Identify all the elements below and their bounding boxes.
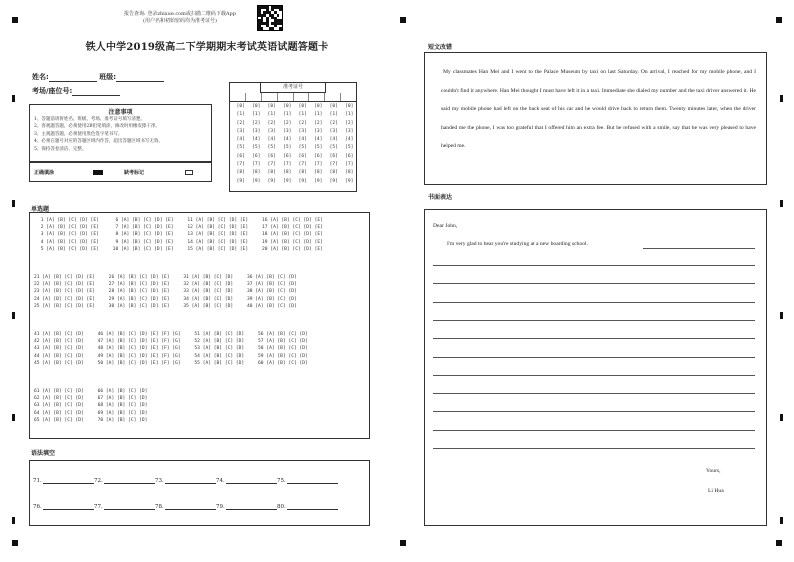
absent-label: 缺考标记 [124, 170, 145, 176]
exam-number-column [311, 103, 327, 186]
digit-bubble[interactable]: [9] [345, 178, 354, 184]
choice-row[interactable]: 24 [A] [B] [C] [D] [E] 29 [A] [B] [C] [D] [E] 34 [A] [B] [C] [D] 39 [A] [B] [C] [D] [34, 296, 297, 302]
single-choice-title: 单选题 [31, 206, 50, 213]
digit-bubble[interactable]: [5] [267, 145, 276, 151]
timing-mark [12, 414, 15, 421]
digit-bubble[interactable]: [6] [236, 153, 245, 159]
digit-bubble[interactable]: [3] [283, 128, 292, 134]
timing-mark [780, 312, 783, 319]
choice-row[interactable]: 1 [A] [B] [C] [D] [E] 6 [A] [B] [C] [D] [E] 11 [A] [B] [C] [D] [E] 16 [A] [B] [C] [D] [E] [38, 218, 323, 223]
digit-bubble[interactable]: [1] [329, 112, 338, 118]
digit-bubble[interactable]: [7] [283, 162, 292, 168]
digit-bubble[interactable]: [8] [252, 170, 261, 176]
choice-block-1 [38, 217, 323, 253]
writing-line[interactable] [433, 265, 755, 266]
digit-bubble[interactable]: [1] [298, 112, 307, 118]
grammar-fill-blank[interactable] [43, 504, 94, 510]
choice-row[interactable]: 4 [A] [B] [C] [D] [E] 9 [A] [B] [C] [D] [E] 14 [A] [B] [C] [D] [E] 19 [A] [B] [C] [D] [E] [38, 239, 323, 245]
digit-bubble[interactable]: [3] [298, 128, 307, 134]
notice-box [29, 104, 212, 162]
timing-mark [780, 414, 783, 421]
digit-bubble[interactable]: [2] [329, 120, 338, 126]
digit-bubble[interactable]: [0] [345, 104, 354, 109]
writing-line[interactable] [433, 393, 755, 394]
grammar-fill-row-1 [33, 478, 338, 484]
grammar-fill-item [33, 478, 94, 484]
exam-number-column [295, 103, 311, 186]
choice-row[interactable]: 45 [A] [B] [C] [D] 50 [A] [B] [C] [D] [E] [F] [G] 55 [A] [B] [C] [D] 60 [A] [B] [C] [D] [34, 360, 308, 366]
digit-bubble[interactable]: [0] [298, 104, 307, 109]
exam-number-column [249, 103, 265, 186]
exam-number-write-cell[interactable] [246, 93, 262, 101]
notice-item: 1、答题前请将姓名、班级、考场、准考证号填写清楚。 [34, 117, 145, 122]
digit-bubble[interactable]: [2] [298, 120, 307, 126]
grammar-fill-blank[interactable] [287, 504, 338, 510]
grammar-fill-number: 77. [94, 504, 103, 510]
grammar-fill-item [33, 504, 94, 510]
digit-bubble[interactable]: [0] [283, 104, 292, 109]
grammar-fill-number: 73. [155, 478, 164, 484]
letter-closing: Yours, [706, 468, 721, 474]
digit-bubble[interactable]: [3] [314, 128, 323, 134]
digit-bubble[interactable]: [7] [314, 162, 323, 168]
letter-greeting: Dear John, [433, 223, 458, 229]
digit-bubble[interactable]: [9] [298, 178, 307, 184]
digit-bubble[interactable]: [7] [345, 162, 354, 168]
digit-bubble[interactable]: [5] [329, 145, 338, 151]
digit-bubble[interactable]: [6] [267, 153, 276, 159]
page-title: 铁人中学2019级高二下学期期末考试英语试题答题卡 [85, 42, 329, 53]
fill-example-box [29, 162, 212, 182]
digit-bubble[interactable]: [6] [345, 153, 354, 159]
grammar-fill-blank[interactable] [104, 478, 155, 484]
grammar-fill-item [155, 478, 216, 484]
registration-mark [776, 17, 782, 23]
digit-bubble[interactable]: [5] [298, 145, 307, 151]
notice-item: 2、客观题答题，必须使用2B铅笔填涂，修改时用橡皮擦干净。 [34, 124, 161, 130]
choice-row[interactable]: 64 [A] [B] [C] [D] 69 [A] [B] [C] [D] [34, 410, 148, 416]
correction-passage: My classmates Han Mei and I went to the Palace Museum by taxi on last Saturday. On arrival, I reached for my mobile phone, and I couldn't find it anywhere. Han Mei thought I must have left it in a taxi. Immediate she dialed my number and the taxi driver answered it. He said my mobile phone had left on the back seat of his car and he would drive back to return them. Twenty minutes later, when the driver handed me the phone, I was too grateful that I offered him an extra fee. But he refused with a smile, say that he was very pleased to have helped me. [441, 69, 756, 149]
exam-number-write-cell[interactable] [325, 93, 341, 101]
exam-number-write-cell[interactable] [230, 93, 246, 101]
digit-bubble[interactable]: [9] [329, 178, 338, 184]
grammar-fill-blank[interactable] [165, 504, 216, 510]
choice-row[interactable]: 5 [A] [B] [C] [D] [E] 10 [A] [B] [C] [D] [E] 15 [A] [B] [C] [D] [E] 20 [A] [B] [C] [D] [E] [38, 246, 323, 252]
writing-line[interactable] [433, 283, 755, 284]
grammar-fill-row-2 [33, 504, 338, 510]
registration-mark [400, 540, 406, 546]
choice-row[interactable]: 21 [A] [B] [C] [D] [E] 26 [A] [B] [C] [D] [E] 31 [A] [B] [C] [D] 36 [A] [B] [C] [D] [34, 275, 297, 280]
choice-block-4 [34, 388, 147, 424]
digit-bubble[interactable]: [6] [252, 153, 261, 159]
choice-row[interactable]: 3 [A] [B] [C] [D] [E] 8 [A] [B] [C] [D] [E] 13 [A] [B] [C] [D] [E] 18 [A] [B] [C] [D] [E] [38, 232, 323, 238]
writing-line[interactable] [433, 430, 755, 431]
digit-bubble[interactable]: [7] [236, 162, 245, 168]
exam-number-column [233, 103, 249, 186]
grammar-fill-blank[interactable] [287, 478, 338, 484]
exam-number-write-row [230, 93, 356, 102]
digit-bubble[interactable]: [5] [314, 145, 323, 151]
digit-bubble[interactable]: [4] [267, 137, 276, 143]
writing-line[interactable] [433, 375, 755, 376]
choice-row[interactable]: 43 [A] [B] [C] [D] 48 [A] [B] [C] [D] [E] [F] [G] 53 [A] [B] [C] [D] 58 [A] [B] [C] [D] [34, 346, 308, 352]
name-field[interactable] [49, 74, 97, 82]
digit-bubble[interactable]: [5] [252, 145, 261, 151]
digit-bubble[interactable]: [7] [267, 162, 276, 168]
digit-bubble[interactable]: [4] [283, 137, 292, 143]
qr-code-icon [257, 5, 283, 31]
exam-number-column [342, 103, 358, 186]
letter-signature: Li Hua [708, 488, 724, 494]
digit-bubble[interactable]: [9] [283, 178, 292, 184]
digit-bubble[interactable]: [4] [329, 137, 338, 143]
digit-bubble[interactable]: [1] [314, 112, 323, 118]
digit-bubble[interactable]: [9] [252, 178, 261, 184]
writing-title: 书面表达 [428, 194, 453, 201]
choice-row[interactable]: 22 [A] [B] [C] [D] [E] 27 [A] [B] [C] [D] [E] 32 [A] [B] [C] [D] 37 [A] [B] [C] [D] [34, 282, 297, 288]
digit-bubble[interactable]: [8] [283, 170, 292, 176]
digit-bubble[interactable]: [0] [236, 104, 245, 109]
choice-row[interactable]: 25 [A] [B] [C] [D] [E] 30 [A] [B] [C] [D] [E] 35 [A] [B] [C] [D] 40 [A] [B] [C] [D] [34, 303, 297, 309]
grammar-fill-box [29, 460, 370, 526]
digit-bubble[interactable]: [2] [283, 120, 292, 126]
digit-bubble[interactable]: [3] [252, 128, 261, 134]
digit-bubble[interactable]: [8] [267, 170, 276, 176]
exam-number-write-cell[interactable] [309, 93, 325, 101]
digit-bubble[interactable]: [7] [329, 162, 338, 168]
digit-bubble[interactable]: [4] [298, 137, 307, 143]
choice-block-2 [34, 274, 297, 310]
timing-mark [12, 517, 15, 524]
grammar-fill-blank[interactable] [104, 504, 155, 510]
seat-row [32, 86, 120, 96]
name-row [32, 72, 164, 82]
grammar-fill-item [277, 478, 338, 484]
exam-number-bubble-grid [233, 103, 357, 186]
writing-line[interactable] [433, 338, 755, 339]
choice-row[interactable]: 2 [A] [B] [C] [D] [E] 7 [A] [B] [C] [D] [E] 12 [A] [B] [C] [D] [E] 17 [A] [B] [C] [D] [E] [38, 225, 323, 231]
choice-block-3 [34, 331, 308, 367]
digit-bubble[interactable]: [5] [236, 145, 245, 151]
digit-bubble[interactable]: [9] [267, 178, 276, 184]
qr-module [279, 27, 282, 30]
grammar-fill-item [94, 504, 155, 510]
grammar-fill-number: 72. [94, 478, 103, 484]
report-query-line1: 报告查询: 登录zhixue.com或扫描二维码下载App [124, 11, 236, 17]
grammar-fill-number: 78. [155, 504, 164, 510]
registration-mark [776, 540, 782, 546]
digit-bubble[interactable]: [1] [267, 112, 276, 118]
exam-number-label: 准考证号 [260, 83, 326, 93]
grammar-fill-number: 75. [277, 478, 286, 484]
grammar-fill-number: 80. [277, 504, 286, 510]
writing-line[interactable] [433, 448, 755, 449]
grammar-fill-title: 语法填空 [31, 450, 56, 457]
choice-row[interactable]: 23 [A] [B] [C] [D] [E] 28 [A] [B] [C] [D] [E] 33 [A] [B] [C] [D] 38 [A] [B] [C] [D] [34, 289, 297, 295]
digit-bubble[interactable]: [3] [236, 128, 245, 134]
seat-label: 考场/座位号: [32, 87, 73, 95]
digit-bubble[interactable]: [9] [236, 178, 245, 184]
grammar-fill-number: 74. [216, 478, 225, 484]
digit-bubble[interactable]: [8] [314, 170, 323, 176]
exam-number-write-cell[interactable] [294, 93, 310, 101]
correction-box [424, 52, 767, 185]
digit-bubble[interactable]: [2] [236, 120, 245, 126]
choice-row[interactable]: 44 [A] [B] [C] [D] 49 [A] [B] [C] [D] [E] [F] [G] 54 [A] [B] [C] [D] 59 [A] [B] [C] [D] [34, 353, 308, 359]
digit-bubble[interactable]: [9] [314, 178, 323, 184]
digit-bubble[interactable]: [4] [236, 137, 245, 143]
choice-row[interactable]: 62 [A] [B] [C] [D] 67 [A] [B] [C] [D] [34, 396, 148, 402]
notice-item: 5、保持答卷清洁、完整。 [34, 146, 87, 152]
digit-bubble[interactable]: [8] [298, 170, 307, 176]
single-choice-box [29, 212, 370, 439]
grammar-fill-item [277, 504, 338, 510]
digit-bubble[interactable]: [4] [345, 137, 354, 143]
report-query-line2: (用户名和初始密码均为准考证号) [143, 18, 217, 24]
seat-field[interactable] [72, 88, 120, 96]
digit-bubble[interactable]: [3] [267, 128, 276, 134]
digit-bubble[interactable]: [0] [267, 104, 276, 109]
exam-number-box [229, 82, 357, 192]
digit-bubble[interactable]: [5] [283, 145, 292, 151]
registration-mark [400, 17, 406, 23]
letter-first-line: I'm very glad to hear you're studying at a new boarding school. [447, 241, 588, 247]
digit-bubble[interactable]: [1] [236, 112, 245, 118]
writing-box [424, 209, 767, 526]
digit-bubble[interactable]: [0] [314, 104, 323, 109]
digit-bubble[interactable]: [1] [283, 112, 292, 118]
digit-bubble[interactable]: [4] [314, 137, 323, 143]
grammar-fill-blank[interactable] [165, 478, 216, 484]
notice-item: 3、主观题答题，必须使用黑色签字笔书写。 [34, 131, 123, 137]
digit-bubble[interactable]: [2] [267, 120, 276, 126]
absent-mark-box[interactable] [185, 170, 193, 175]
digit-bubble[interactable]: [6] [314, 153, 323, 159]
grammar-fill-number: 79. [216, 504, 225, 510]
digit-bubble[interactable]: [6] [283, 153, 292, 159]
writing-line[interactable] [433, 357, 755, 358]
digit-bubble[interactable]: [3] [329, 128, 338, 134]
registration-mark [12, 540, 18, 546]
writing-line[interactable] [433, 411, 755, 412]
grammar-fill-number: 76. [33, 504, 42, 510]
grammar-fill-item [94, 478, 155, 484]
choice-row[interactable]: 42 [A] [B] [C] [D] 47 [A] [B] [C] [D] [E] [F] [G] 52 [A] [B] [C] [D] 57 [A] [B] [C] [D] [34, 339, 308, 345]
timing-mark [780, 200, 783, 207]
digit-bubble[interactable]: [6] [329, 153, 338, 159]
digit-bubble[interactable]: [5] [345, 145, 354, 151]
registration-mark [12, 17, 18, 23]
digit-bubble[interactable]: [8] [345, 170, 354, 176]
correction-title: 短文改错 [428, 44, 453, 51]
choice-row[interactable]: 63 [A] [B] [C] [D] 68 [A] [B] [C] [D] [34, 403, 148, 409]
report-query-note [110, 11, 250, 25]
digit-bubble[interactable]: [1] [252, 112, 261, 118]
timing-mark [780, 517, 783, 524]
notice-item: 4、必须在题号对应的答题区域内作答，超出答题区域书写无效。 [34, 139, 163, 145]
digit-bubble[interactable]: [8] [236, 170, 245, 176]
digit-bubble[interactable]: [8] [329, 170, 338, 176]
timing-mark [12, 312, 15, 319]
digit-bubble[interactable]: [3] [345, 128, 354, 134]
choice-row[interactable]: 61 [A] [B] [C] [D] 66 [A] [B] [C] [D] [34, 389, 148, 394]
digit-bubble[interactable]: [6] [298, 153, 307, 159]
timing-mark [780, 95, 783, 102]
timing-mark [12, 95, 15, 102]
grammar-fill-item [216, 478, 277, 484]
choice-row[interactable]: 65 [A] [B] [C] [D] 70 [A] [B] [C] [D] [34, 417, 148, 423]
choice-row[interactable]: 41 [A] [B] [C] [D] 46 [A] [B] [C] [D] [E] [F] [G] 51 [A] [B] [C] [D] 56 [A] [B] [C] [D] [34, 332, 308, 337]
digit-bubble[interactable]: [1] [345, 112, 354, 118]
digit-bubble[interactable]: [2] [314, 120, 323, 126]
class-label: 班级: [99, 73, 117, 81]
exam-number-column [326, 103, 342, 186]
first-line-blank[interactable] [643, 248, 755, 249]
grammar-fill-blank[interactable] [226, 504, 277, 510]
grammar-fill-number: 71. [33, 478, 42, 484]
exam-number-write-cell[interactable] [278, 93, 294, 101]
name-label: 姓名: [32, 73, 49, 81]
grammar-fill-blank[interactable] [43, 478, 94, 484]
timing-mark [12, 200, 15, 207]
exam-number-column [280, 103, 296, 186]
writing-line[interactable] [433, 302, 755, 303]
correct-fill-sample [93, 170, 103, 175]
exam-number-column [264, 103, 280, 186]
digit-bubble[interactable]: [2] [252, 120, 261, 126]
exam-number-write-cell[interactable] [341, 93, 356, 101]
grammar-fill-item [155, 504, 216, 510]
class-field[interactable] [116, 74, 164, 82]
digit-bubble[interactable]: [4] [252, 137, 261, 143]
writing-line[interactable] [433, 320, 755, 321]
correct-fill-label: 正确填涂 [34, 170, 55, 176]
exam-number-write-cell[interactable] [262, 93, 278, 101]
grammar-fill-item [216, 504, 277, 510]
digit-bubble[interactable]: [7] [252, 162, 261, 168]
grammar-fill-blank[interactable] [226, 478, 277, 484]
digit-bubble[interactable]: [2] [345, 120, 354, 126]
digit-bubble[interactable]: [0] [252, 104, 261, 109]
notice-heading: 注意事项 [108, 109, 133, 116]
digit-bubble[interactable]: [0] [329, 104, 338, 109]
digit-bubble[interactable]: [7] [298, 162, 307, 168]
